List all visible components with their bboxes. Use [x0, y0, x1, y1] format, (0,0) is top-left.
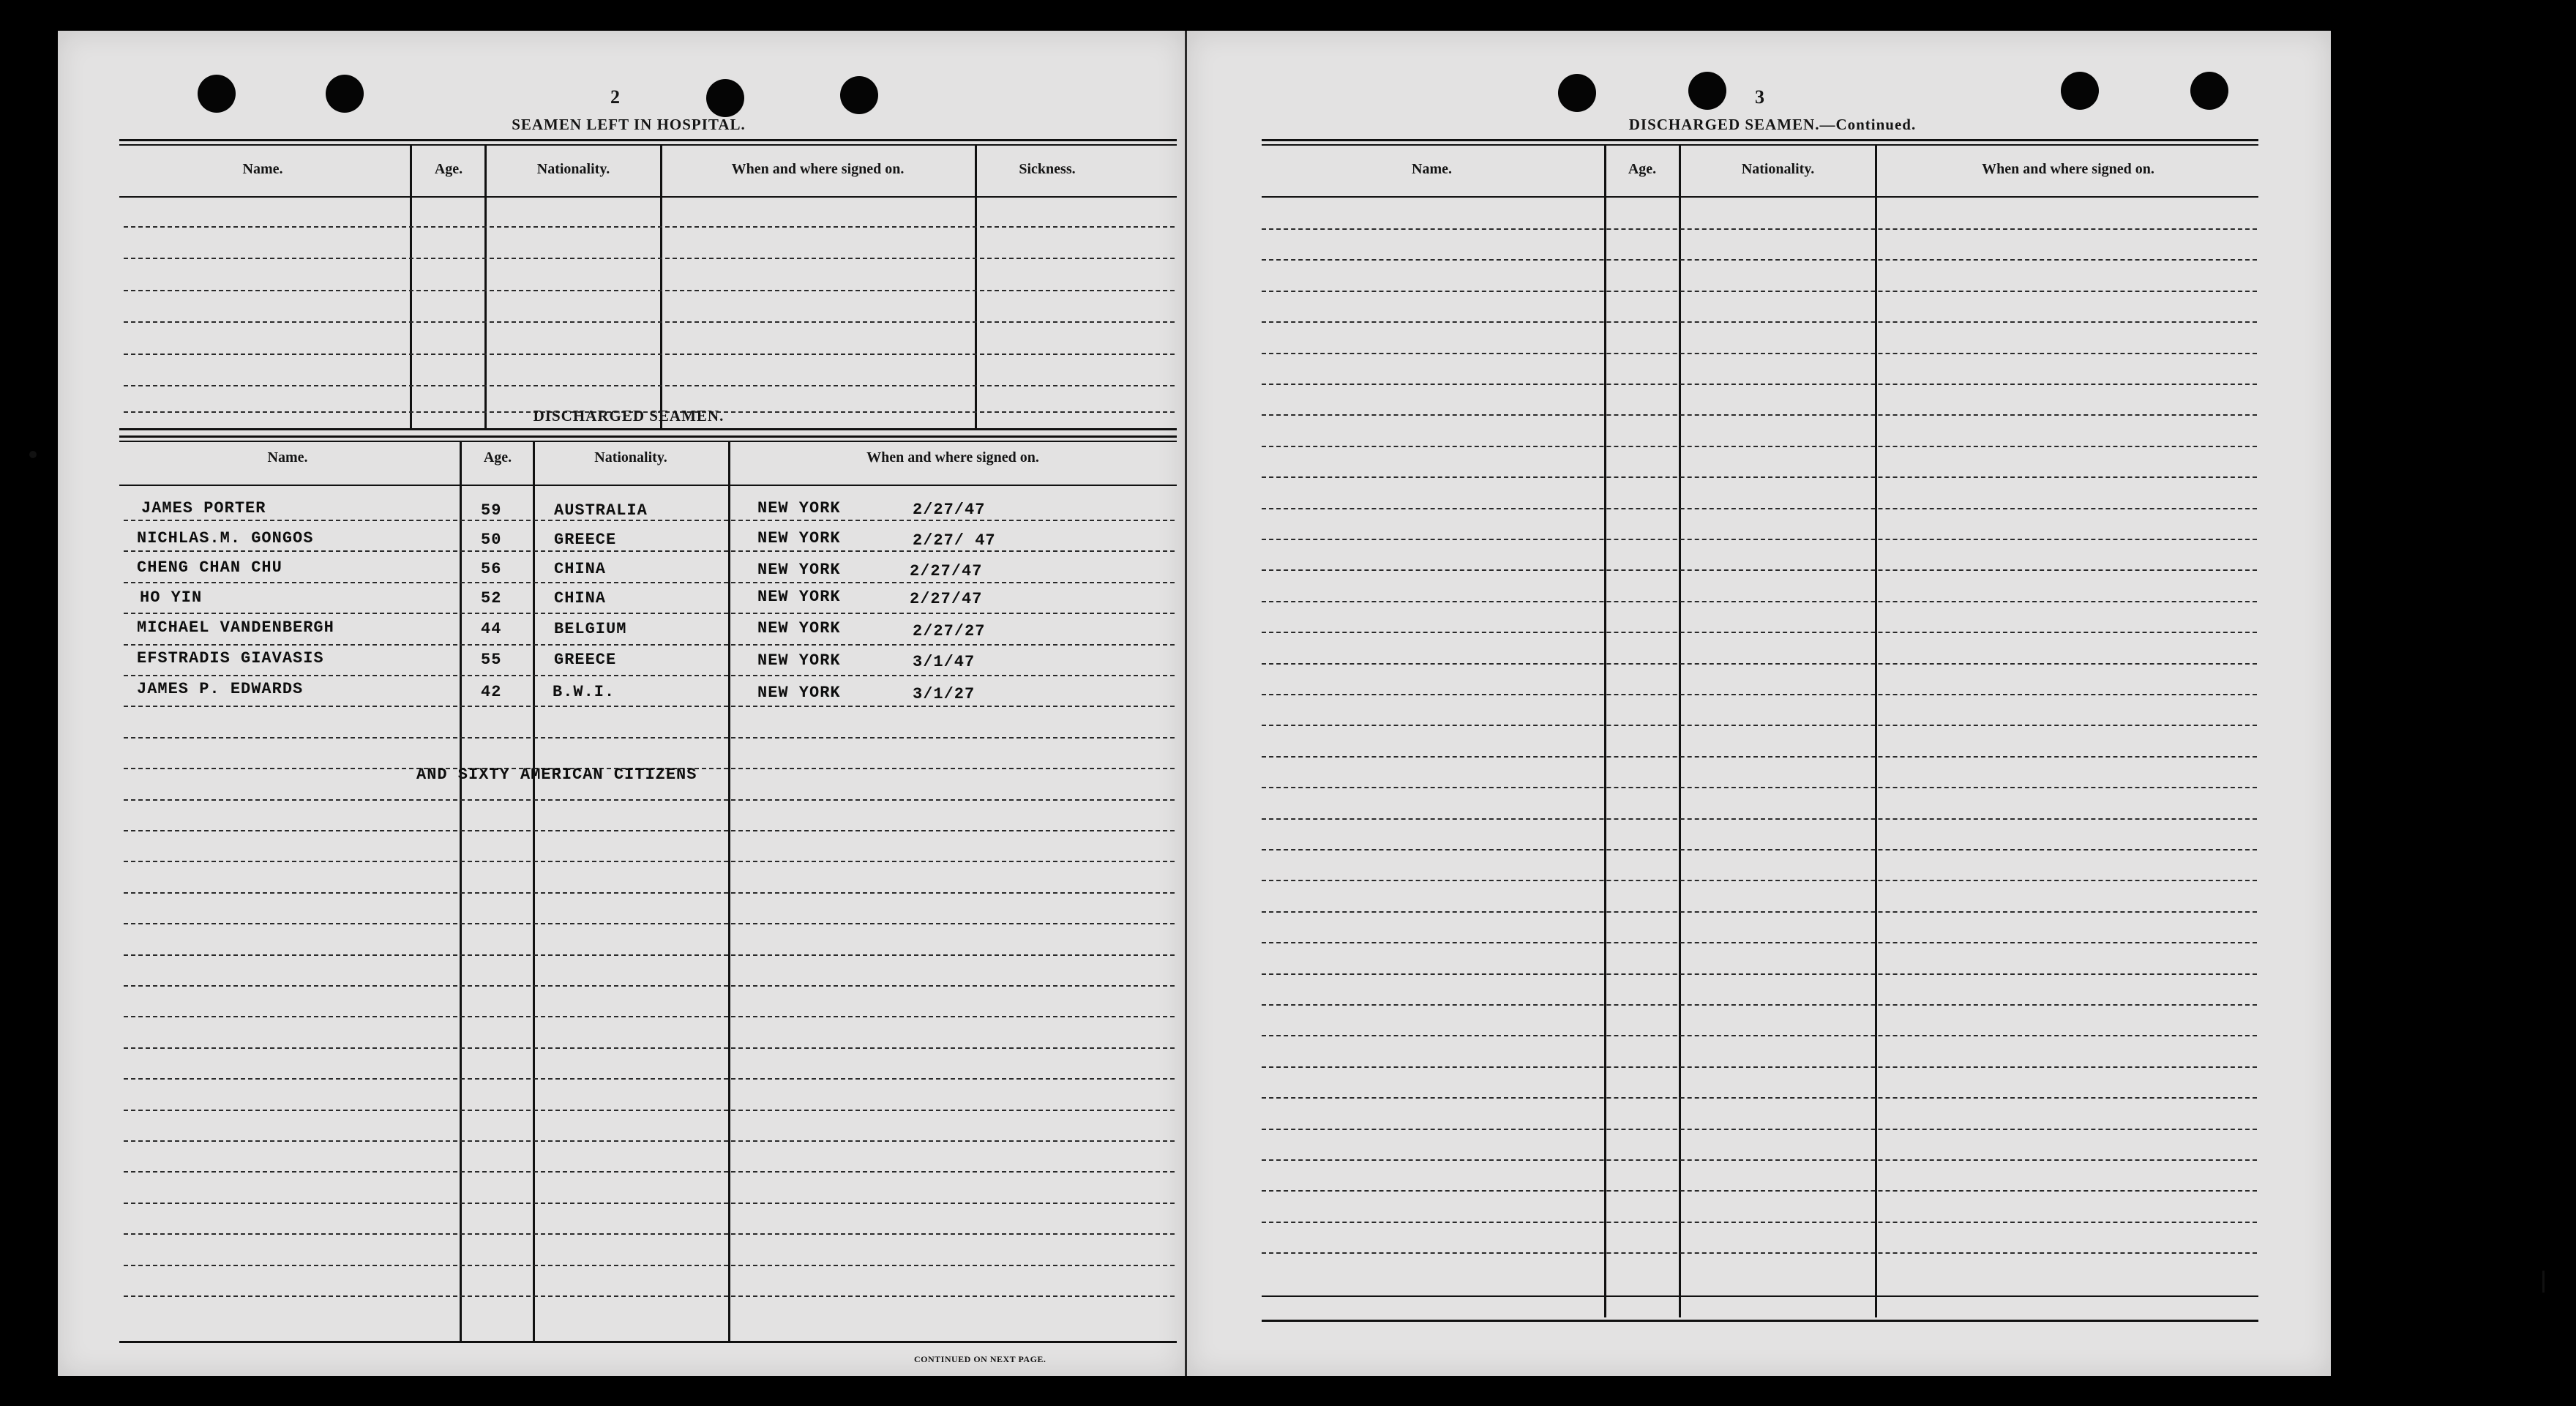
rule-line	[1262, 291, 2257, 292]
discharged-date: 2/27/ 47	[913, 531, 996, 550]
rule-line	[124, 1171, 1175, 1173]
rule-line	[124, 550, 1175, 552]
rule-line	[124, 1016, 1175, 1017]
rule-line	[1262, 1222, 2257, 1223]
discharged-nationality: B.W.I.	[553, 683, 615, 701]
discharged-name: JAMES PORTER	[141, 499, 266, 517]
discharged-name: CHENG CHAN CHU	[137, 558, 282, 577]
discharged-date: 3/1/47	[913, 653, 976, 671]
rule-line	[124, 644, 1175, 646]
rule-line	[1262, 663, 2257, 665]
rule-line	[1262, 259, 2257, 261]
rule-line	[124, 1047, 1175, 1049]
discharged-name: JAMES P. EDWARDS	[137, 680, 304, 698]
punch-hole	[326, 75, 364, 113]
discharged-age: 50	[481, 531, 502, 549]
punch-hole	[2190, 72, 2228, 110]
continued-note: CONTINUED ON NEXT PAGE.	[914, 1354, 1046, 1364]
discharged-place: NEW YORK	[757, 619, 841, 637]
hospital-col-sickness: Sickness.	[1019, 161, 1076, 177]
page-number: 3	[1755, 86, 1764, 108]
rule-line	[124, 613, 1175, 614]
rule-line	[1262, 787, 2257, 788]
discharged-age: 44	[481, 620, 502, 638]
rule-line	[124, 1078, 1175, 1080]
discharged-place: NEW YORK	[757, 561, 841, 579]
discharged-date: 3/1/27	[913, 685, 976, 703]
rule-line	[1262, 414, 2257, 416]
discharged-age: 42	[481, 683, 502, 701]
rule-line	[124, 954, 1175, 956]
rule-line	[124, 1203, 1175, 1204]
discharged-place: NEW YORK	[757, 529, 841, 547]
hospital-col-name: Name.	[242, 161, 283, 177]
discharged-nationality: GREECE	[554, 531, 617, 549]
discharged-nationality: AUSTRALIA	[554, 501, 648, 520]
rule-line	[124, 1140, 1175, 1142]
rule-line	[1262, 911, 2257, 913]
hospital-col-age: Age.	[434, 161, 463, 177]
rule-line	[1262, 880, 2257, 881]
discharged-date: 2/27/27	[913, 622, 986, 640]
punch-hole	[1688, 72, 1726, 110]
rule-line	[1262, 1252, 2257, 1254]
discharged-age: 56	[481, 560, 502, 578]
scan-speck	[2542, 1271, 2545, 1293]
rule-line	[1262, 508, 2257, 509]
rule-line	[1262, 353, 2257, 354]
page-number: 2	[610, 86, 620, 108]
rule-line	[124, 892, 1175, 894]
discharged-col-nationality: Nationality.	[594, 449, 667, 465]
rule-line	[124, 520, 1175, 521]
rule-line	[1262, 973, 2257, 975]
rule-line	[1262, 601, 2257, 602]
discharged-place: NEW YORK	[757, 499, 841, 517]
rule-line	[124, 923, 1175, 924]
rule-line	[124, 582, 1175, 583]
rule-line	[124, 1233, 1175, 1235]
rule-line	[1262, 942, 2257, 943]
rule-line	[124, 985, 1175, 987]
left-page	[58, 31, 1185, 1376]
rule-line	[1262, 1190, 2257, 1192]
discharged-section-title: DISCHARGED SEAMEN.	[533, 407, 724, 425]
rule-line	[1262, 1035, 2257, 1036]
discharged-col-age: Age.	[483, 449, 512, 465]
discharged-date: 2/27/47	[910, 590, 983, 608]
rule-line	[1262, 849, 2257, 850]
discharged-nationality: GREECE	[554, 651, 617, 669]
continued-col-nationality: Nationality.	[1741, 161, 1815, 177]
discharged-nationality: CHINA	[554, 560, 607, 578]
rule-line	[1262, 1097, 2257, 1099]
punch-hole	[198, 75, 236, 113]
discharged-continued-title: DISCHARGED SEAMEN.—Continued.	[1628, 116, 1917, 133]
rule-line	[124, 1265, 1175, 1266]
discharged-place: NEW YORK	[757, 588, 841, 606]
rule-line	[1262, 632, 2257, 633]
rule-line	[1262, 476, 2257, 478]
right-page	[1187, 31, 2331, 1376]
hospital-section-title: SEAMEN LEFT IN HOSPITAL.	[512, 116, 746, 133]
discharged-place: NEW YORK	[757, 684, 841, 702]
discharged-name: MICHAEL VANDENBERGH	[137, 618, 334, 637]
rule-line	[124, 799, 1175, 801]
continued-col-signed-on: When and where signed on.	[1982, 161, 2154, 177]
rule-line	[1262, 725, 2257, 726]
punch-hole	[840, 76, 878, 114]
discharged-name: HO YIN	[140, 588, 203, 607]
rule-line	[1262, 539, 2257, 540]
discharged-date: 2/27/47	[913, 501, 986, 519]
scan-speck	[29, 451, 37, 458]
discharged-nationality: BELGIUM	[554, 620, 627, 638]
rule-line	[1262, 818, 2257, 820]
rule-line	[1262, 694, 2257, 695]
discharged-date: 2/27/47	[910, 562, 983, 580]
rule-line	[1262, 756, 2257, 758]
rule-line	[124, 830, 1175, 831]
punch-hole	[2061, 72, 2099, 110]
discharged-col-name: Name.	[267, 449, 308, 465]
discharged-age: 55	[481, 651, 502, 669]
rule-line	[124, 1110, 1175, 1111]
rule-line	[124, 1295, 1175, 1297]
hospital-col-signed-on: When and where signed on.	[731, 161, 905, 177]
rule-line	[1262, 384, 2257, 385]
discharged-name: NICHLAS.M. GONGOS	[137, 529, 314, 547]
punch-hole	[1558, 74, 1596, 112]
discharged-name: EFSTRADIS GIAVASIS	[137, 649, 324, 668]
rule-line	[1262, 569, 2257, 571]
discharged-col-signed-on: When and where signed on.	[866, 449, 1039, 465]
discharged-place: NEW YORK	[757, 651, 841, 670]
rule-line	[1262, 321, 2257, 323]
continued-col-age: Age.	[1628, 161, 1657, 177]
rule-line	[124, 675, 1175, 676]
rule-line	[1262, 1066, 2257, 1068]
rule-line	[1262, 1159, 2257, 1161]
rule-line	[1262, 1129, 2257, 1130]
rule-line	[1262, 228, 2257, 230]
punch-hole	[706, 79, 744, 117]
continued-col-name: Name.	[1412, 161, 1452, 177]
rule-line	[124, 861, 1175, 862]
american-citizens-note: AND SIXTY AMERICAN CITIZENS	[416, 766, 697, 784]
rule-line	[124, 706, 1175, 707]
rule-line	[1262, 1004, 2257, 1006]
rule-line	[1262, 446, 2257, 447]
discharged-age: 52	[481, 589, 502, 607]
discharged-nationality: CHINA	[554, 589, 607, 607]
discharged-age: 59	[481, 501, 502, 520]
rule-line	[124, 737, 1175, 738]
hospital-col-nationality: Nationality.	[536, 161, 610, 177]
